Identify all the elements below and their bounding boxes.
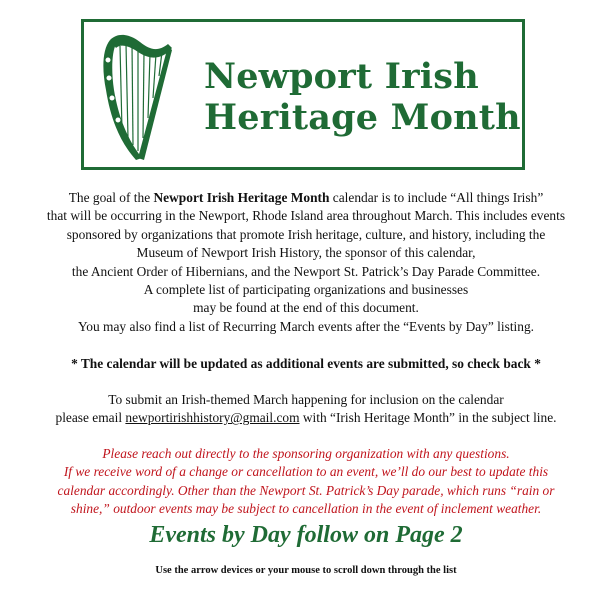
submit-line-1: To submit an Irish-themed March happening for inclusion on the calendar bbox=[108, 392, 504, 407]
intro-line-5: the Ancient Order of Hibernians, and the Newport St. Patrick’s Day Parade Committee. bbox=[71, 263, 541, 279]
intro-calendar-name: Newport Irish Heritage Month bbox=[153, 190, 330, 205]
intro-line-7: may be found at the end of this document. bbox=[193, 300, 419, 316]
notice-line-2: If we receive word of a change or cancellation to an event, we’ll do our best to update this bbox=[63, 464, 549, 480]
submit-line-2 bbox=[40, 409, 572, 427]
intro-paragraph bbox=[40, 189, 572, 336]
intro-line-3: sponsored by organizations that promote Irish heritage, culture, and history, including the bbox=[66, 226, 546, 242]
scroll-hint: Use the arrow devices or your mouse to scroll down through the list bbox=[155, 565, 457, 576]
celtic-harp-icon bbox=[96, 30, 176, 166]
notice-line-1: Please reach out directly to the sponsoring organization with any questions. bbox=[102, 446, 510, 461]
submit-line-2-post: with “Irish Heritage Month” in the subject line. bbox=[299, 410, 557, 426]
notice-line-4: shine,” outdoor events may be subject to cancellation in the event of inclement weather. bbox=[70, 501, 542, 517]
intro-line-4: Museum of Newport Irish History, the sponsor of this calendar, bbox=[136, 245, 476, 261]
banner-title bbox=[204, 56, 534, 138]
notice-line-3: calendar accordingly. Other than the Newport St. Patrick’s Day parade, which runs “rain or bbox=[57, 482, 555, 498]
intro-line-2: that will be occurring in the Newport, Rhode Island area throughout March. This includes events bbox=[46, 208, 566, 224]
disclaimer-notice bbox=[40, 445, 572, 519]
intro-line-1 bbox=[40, 189, 572, 207]
header-banner bbox=[81, 19, 525, 170]
intro-lead: The goal of the bbox=[68, 190, 154, 205]
intro-lead-rest: calendar is to include “All things Irish” bbox=[329, 190, 544, 205]
update-notice: * The calendar will be updated as additional events are submitted, so check back * bbox=[71, 356, 541, 371]
email-link[interactable]: newportirishhistory@gmail.com bbox=[125, 410, 300, 426]
events-by-day-heading: Events by Day follow on Page 2 bbox=[149, 522, 463, 548]
submit-line-2-pre: please email bbox=[55, 410, 126, 426]
submit-instructions bbox=[40, 391, 572, 428]
banner-title-line1: Newport Irish bbox=[204, 56, 479, 97]
intro-line-6: A complete list of participating organizations and businesses bbox=[143, 282, 469, 298]
intro-line-8: You may also find a list of Recurring March events after the “Events by Day” listing. bbox=[77, 318, 535, 334]
banner-title-line2: Heritage Month bbox=[204, 97, 521, 138]
